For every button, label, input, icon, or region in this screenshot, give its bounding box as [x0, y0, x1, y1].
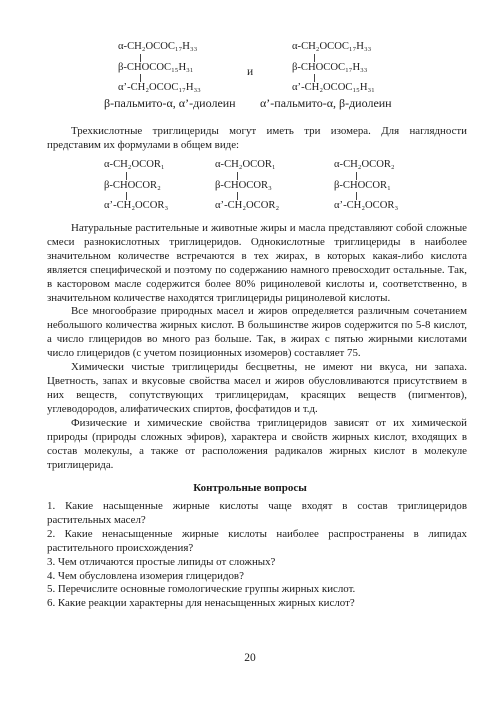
formula-caption-right: α’-пальмито-α, β-диолеин: [260, 96, 392, 110]
questions-list: [47, 500, 467, 611]
formula-line: β-CHOCOC₁₇H₃₃: [292, 61, 368, 73]
conjunction: и: [247, 66, 254, 78]
formula-line: α-CH₂OCOR₂: [334, 159, 395, 170]
formula-line: α-CH₂OCOC₁₇H₃₃: [118, 41, 198, 52]
isomer-formula-3: [334, 160, 398, 212]
body-paragraph: Все многообразие природных масел и жиров определяется различным сочетанием небольшого количества жирных кислот. В большинстве жиров содержится по 5-8 кислот, а число глицеридов во много раз больше. Так, в жирах с пятью жирными кислотами число глицеридов (с учетом позиционных изомеров) составляет 75.: [47, 305, 467, 359]
bond-line: [334, 191, 398, 201]
formula-line: α’-CH₂OCOC₁₇H₃₃: [118, 82, 201, 93]
question-item: 5. Перечислите основные гомологические группы жирных кислот.: [47, 583, 356, 596]
bond-line: [334, 171, 398, 181]
formula-line: α’-CH₂OCOR₃: [334, 200, 399, 211]
question-item: 6. Какие реакции характерны для ненасыщенных жирных кислот?: [47, 597, 355, 610]
bond-line: [104, 191, 168, 201]
bond-line: [292, 73, 375, 83]
section-heading: Контрольные вопросы: [193, 482, 307, 494]
body-paragraph: Натуральные растительные и животные жиры и масла представляют собой сложные смеси разнокислотных триглицеридов. Однокислотные триглицериды в наиболее значительном количестве встречаются в тех жирах, в которых какая-либо кислота является специфической и поэтому по содержанию намного превосходит остальные. Так, в касторовом масле содержится более 80% рицинолевой кислоты и, соответственно, в значительном количестве находятся триглицериды рицинолевой кислоты.: [47, 222, 467, 304]
bond-line: [215, 191, 279, 201]
body-paragraph: Химически чистые триглицериды бесцветны, не имеют ни вкуса, ни запаха. Цветность, запах и вкусовые свойства масел и жиров обусловливаются присутствием в них веществ, сопутствующих триглицеридам, красящих веществ (пигментов), углеводородов, алифатических спиртов, фосфатидов и т.д.: [47, 361, 467, 415]
bond-line: [215, 171, 279, 181]
formula-caption-left: β-пальмито-α, α’-диолеин: [104, 96, 236, 110]
formula-line: α-CH₂OCOR₁: [215, 159, 276, 170]
isomer-formula-1: [104, 160, 168, 212]
body-paragraph: Физические и химические свойства триглицеридов зависят от их химической природы (природы сложных эфиров), характера и свойств жирных кислот, входящих в состав молекулы, а также от расположения радикалов жирных кислот в молекуле триглицерида.: [47, 417, 467, 471]
formula-line: α’-CH₂OCOC₁₅H₃₁: [292, 82, 375, 93]
bond-line: [118, 53, 201, 63]
formula-right: [292, 42, 375, 94]
bond-line: [118, 73, 201, 83]
bond-line: [292, 53, 375, 63]
formula-line: α-CH₂OCOR₁: [104, 159, 165, 170]
formula-line: α’-CH₂OCOR₃: [104, 200, 169, 211]
formula-line: β-CHOCOR₁: [334, 179, 391, 191]
bond-line: [104, 171, 168, 181]
question-item: 2. Какие ненасыщенные жирные кислоты наиболее распространены в липидах растительного происхождения?: [47, 527, 467, 554]
question-item: 1. Какие насыщенные жирные кислоты чаще входят в состав триглицеридов растительных масел?: [47, 500, 467, 526]
isomer-formula-2: [215, 160, 279, 212]
page-number: 20: [244, 652, 256, 664]
question-item: 4. Чем обусловлена изомерия глицеридов?: [47, 569, 244, 582]
formula-line: β-CHOCOR₃: [215, 179, 272, 191]
formula-left: [118, 42, 201, 94]
formula-line: α’-CH₂OCOR₂: [215, 200, 280, 211]
formula-line: β-CHOCOR₂: [104, 179, 161, 191]
question-item: 3. Чем отличаются простые липиды от сложных?: [47, 555, 276, 568]
formula-line: β-CHOCOC₁₅H₃₁: [118, 61, 194, 73]
formula-line: α-CH₂OCOC₁₇H₃₃: [292, 41, 372, 52]
intro-paragraph: Трехкислотные триглицериды могут иметь три изомера. Для наглядности представим их формулами в общем виде:: [47, 125, 467, 151]
